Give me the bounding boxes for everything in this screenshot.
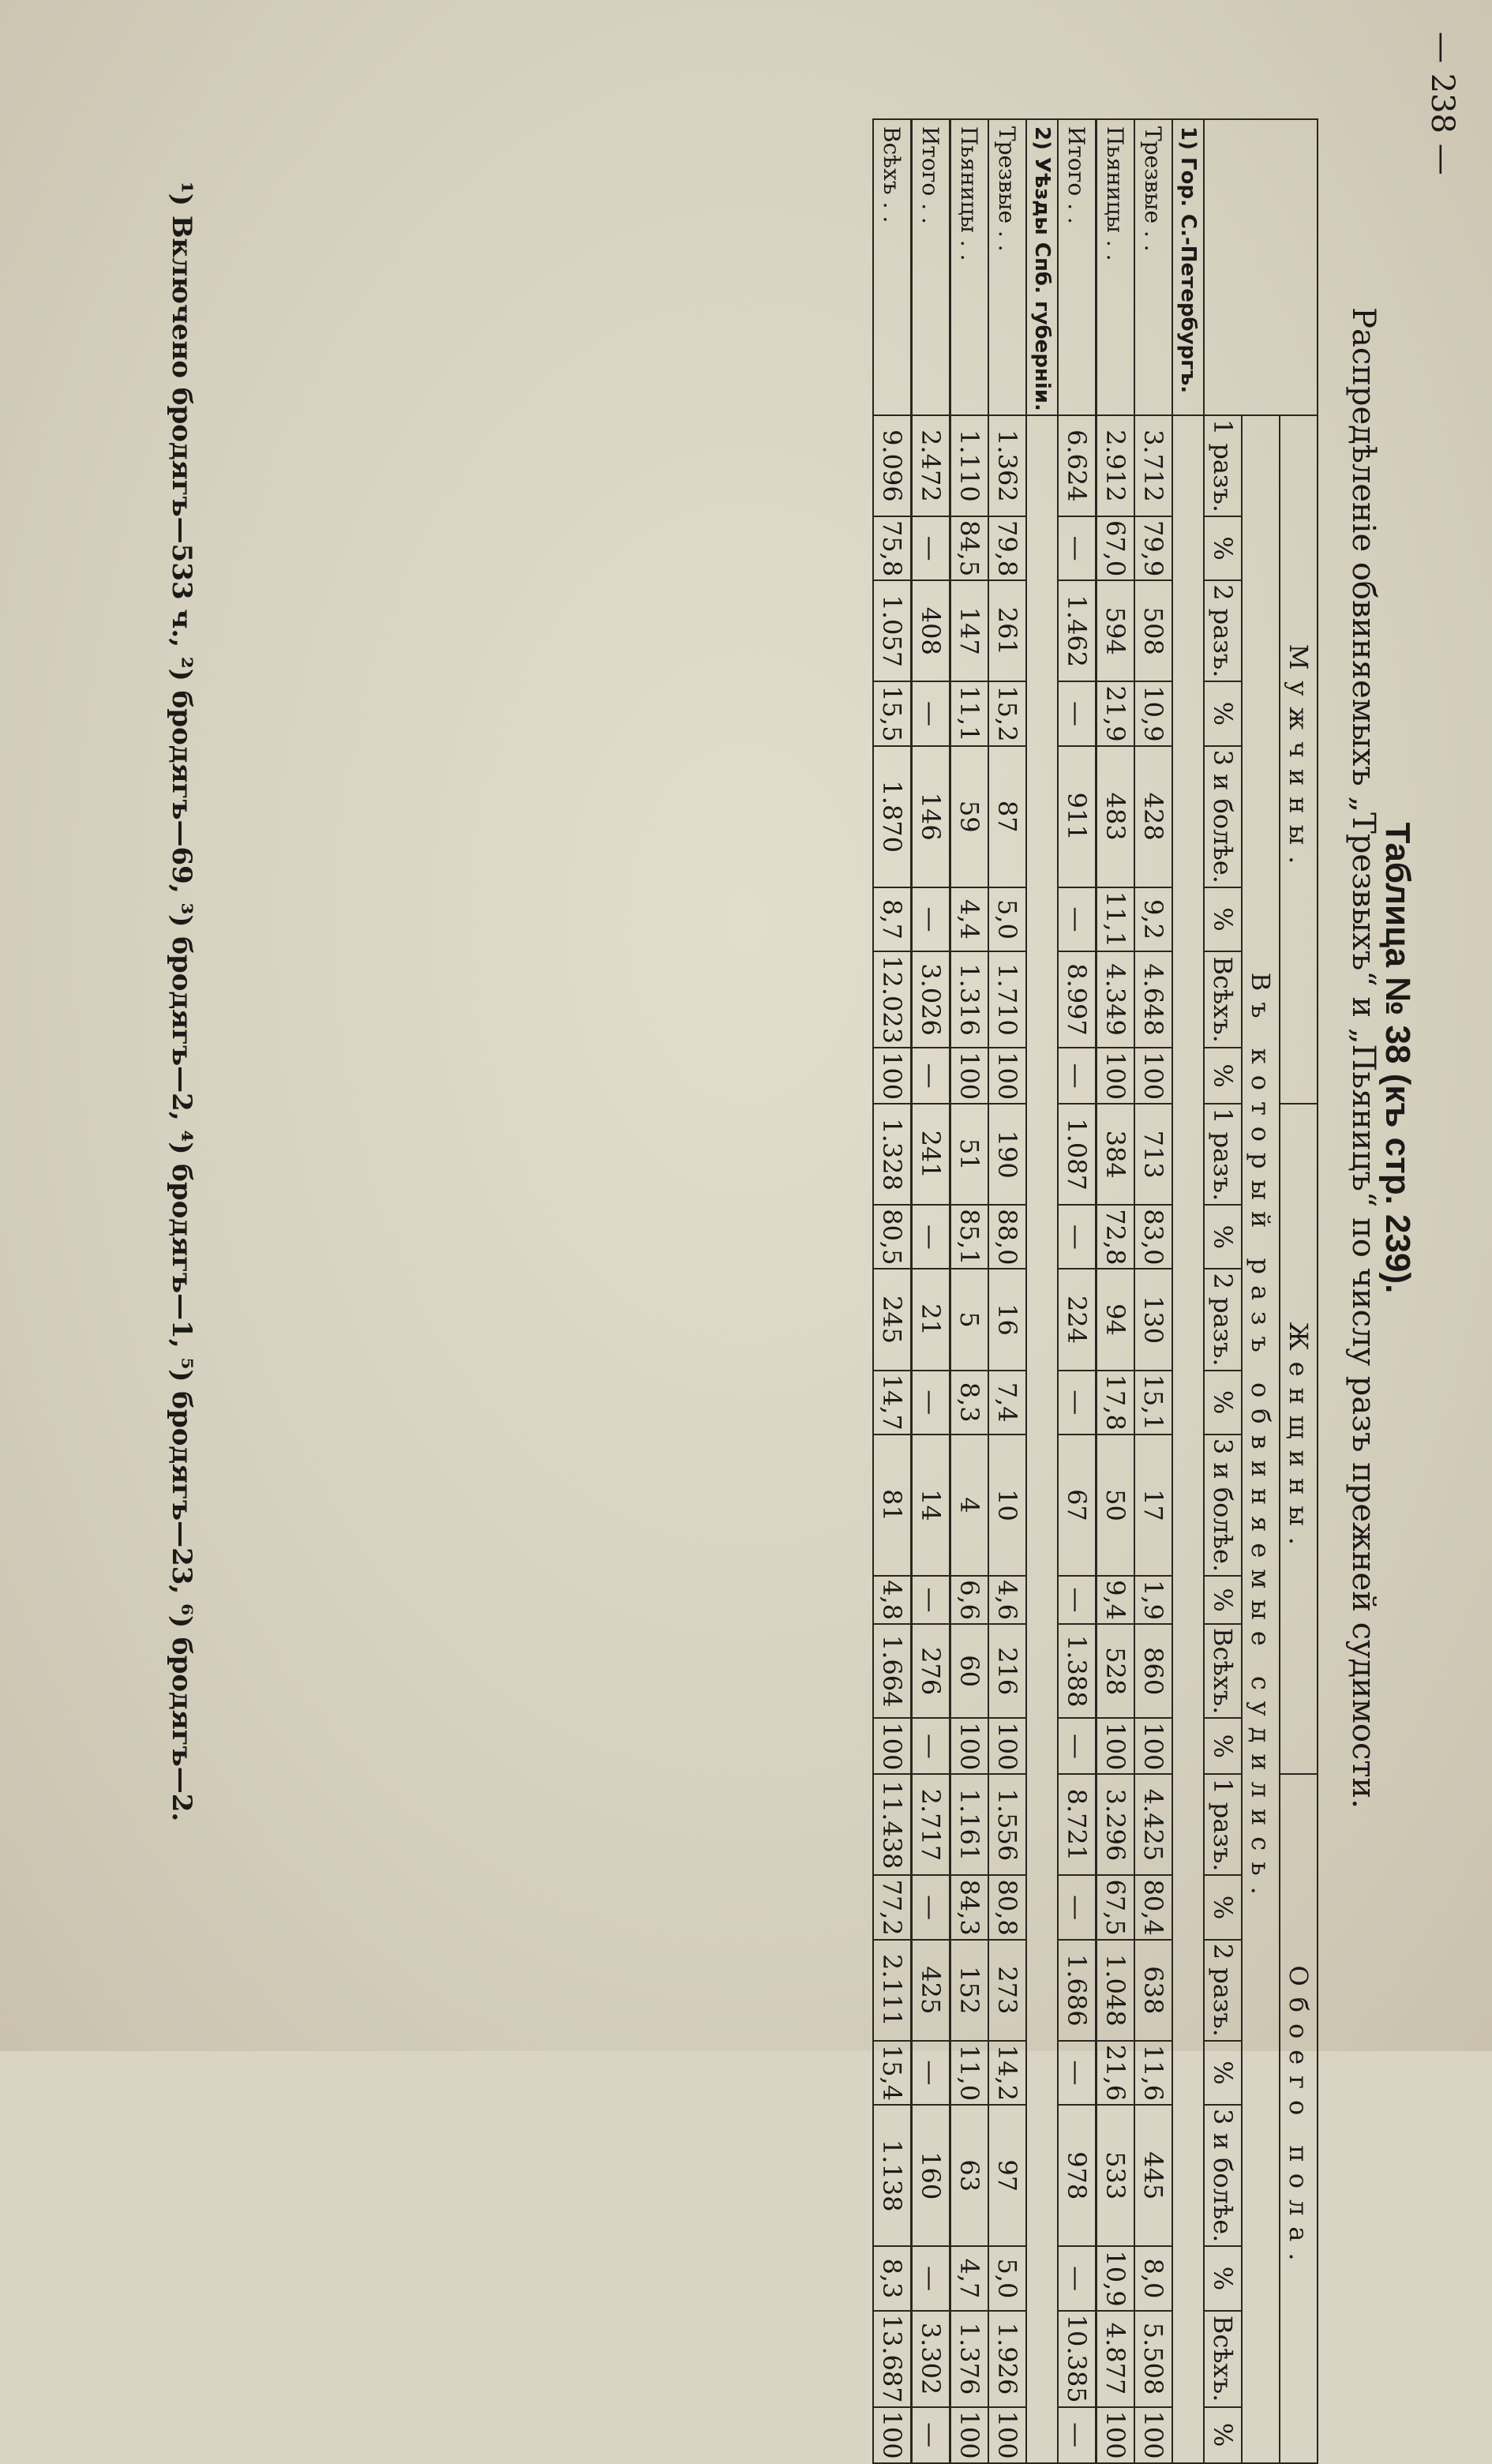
table-cell: 638	[1134, 1940, 1172, 2041]
table-cell: —	[1058, 2041, 1097, 2105]
table-cell: 5,0	[988, 887, 1026, 951]
table-cell: 88,0	[988, 1205, 1026, 1269]
table-cell: —	[1058, 1048, 1097, 1104]
column-header: %	[1204, 887, 1242, 951]
table-cell: 276	[912, 1624, 950, 1718]
table-cell: 97	[988, 2105, 1026, 2246]
table-cell: 1.057	[873, 580, 912, 681]
table-cell: 3.712	[1134, 415, 1172, 516]
table-cell: 12.023	[873, 951, 912, 1048]
table-cell: 100	[988, 1048, 1026, 1104]
table-cell: 2.111	[873, 1940, 912, 2041]
column-header: %	[1204, 1875, 1242, 1939]
table-cell: 87	[988, 746, 1026, 887]
column-header-row	[1204, 119, 1242, 2463]
footnote: ¹) Включено бродягъ—533 ч., ²) бродягъ—69, ³) бродягъ—2, ⁴) бродягъ—1, ⁵) бродягъ—23, ⁶) бродягъ—2.	[166, 182, 197, 1822]
table-cell: 84,5	[950, 516, 989, 580]
table-cell: 15,4	[873, 2041, 912, 2105]
row-label: Пьяницы . .	[1097, 119, 1135, 415]
column-header: 3 и болѣе.	[1204, 1435, 1242, 1576]
table-cell: 1.556	[988, 1774, 1026, 1875]
table-cell: —	[1058, 1205, 1097, 1269]
table-cell: 80,4	[1134, 1875, 1172, 1939]
table-cell: 224	[1058, 1269, 1097, 1370]
table-cell: —	[1058, 2407, 1097, 2463]
table-cell: 1.388	[1058, 1624, 1097, 1718]
table-cell: 6,6	[950, 1576, 989, 1624]
table-cell: —	[1058, 1576, 1097, 1624]
table-cell: 14,2	[988, 2041, 1026, 2105]
table-cell: 4,8	[873, 1576, 912, 1624]
section-row	[1026, 119, 1058, 2463]
table-cell: 160	[912, 2105, 950, 2246]
table-cell: 1.664	[873, 1624, 912, 1718]
table-cell: 10.385	[1058, 2311, 1097, 2407]
table-cell: —	[912, 1576, 950, 1624]
column-header: 1 разъ.	[1204, 1104, 1242, 1205]
table-cell: 100	[950, 2407, 989, 2463]
table-cell: 100	[1097, 1718, 1135, 1774]
table-cell: 83,0	[1134, 1205, 1172, 1269]
table-cell: —	[912, 1048, 950, 1104]
table-cell: 190	[988, 1104, 1026, 1205]
table-cell: 1.110	[950, 415, 989, 516]
table-cell: 14,7	[873, 1371, 912, 1435]
table-cell: 10,9	[1097, 2246, 1135, 2310]
header-male: Мужчины.	[1280, 415, 1318, 1104]
table-cell: 11.438	[873, 1774, 912, 1875]
table-cell: 4,4	[950, 887, 989, 951]
table-cell: 5.508	[1134, 2311, 1172, 2407]
column-header: 2 разъ.	[1204, 1269, 1242, 1370]
table-cell: 80,5	[873, 1205, 912, 1269]
table-cell: 100	[950, 1718, 989, 1774]
table-cell: 17	[1134, 1435, 1172, 1576]
data-table	[872, 118, 1318, 2464]
row-label: 2) Уѣзды Спб. губерніи.	[1026, 119, 1058, 415]
table-cell: —	[912, 2246, 950, 2310]
column-header: 2 разъ.	[1204, 580, 1242, 681]
table-cell: 75,8	[873, 516, 912, 580]
table-cell: 9,4	[1097, 1576, 1135, 1624]
row-label: Итого . .	[1058, 119, 1097, 415]
table-cell: 1.926	[988, 2311, 1026, 2407]
table-cell: 1.462	[1058, 580, 1097, 681]
table-cell: 5	[950, 1269, 989, 1370]
row-label: Трезвые . .	[1134, 119, 1172, 415]
table-cell: 4.349	[1097, 951, 1135, 1048]
table-cell: 9,2	[1134, 887, 1172, 951]
table-cell: 59	[950, 746, 989, 887]
table-cell: 100	[873, 2407, 912, 2463]
table-cell: 11,1	[1097, 887, 1135, 951]
table-cell: —	[912, 1718, 950, 1774]
column-header: 3 и болѣе.	[1204, 2105, 1242, 2246]
table-row	[1134, 119, 1172, 2463]
column-header: %	[1204, 1048, 1242, 1104]
table-cell: —	[912, 1875, 950, 1939]
table-cell: 1.161	[950, 1774, 989, 1875]
table-cell: 79,9	[1134, 516, 1172, 580]
table-cell: 21	[912, 1269, 950, 1370]
table-cell: 1.138	[873, 2105, 912, 2246]
table-cell: 100	[1097, 2407, 1135, 2463]
table-cell: 4.425	[1134, 1774, 1172, 1875]
table-row	[988, 119, 1026, 2463]
column-header: %	[1204, 1371, 1242, 1435]
table-cell: 911	[1058, 746, 1097, 887]
table-cell: 130	[1134, 1269, 1172, 1370]
row-label: Трезвые . .	[988, 119, 1026, 415]
table-cell: 63	[950, 2105, 989, 2246]
table-cell: 8,7	[873, 887, 912, 951]
table-cell: 13.687	[873, 2311, 912, 2407]
table-cell: 152	[950, 1940, 989, 2041]
row-label: Итого . .	[912, 119, 950, 415]
table-cell: 147	[950, 580, 989, 681]
table-cell: —	[912, 516, 950, 580]
table-cell: 81	[873, 1435, 912, 1576]
table-cell: 1.328	[873, 1104, 912, 1205]
table-cell: 3.296	[1097, 1774, 1135, 1875]
table-cell: 445	[1134, 2105, 1172, 2246]
table-cell: 85,1	[950, 1205, 989, 1269]
table-cell: 425	[912, 1940, 950, 2041]
table-cell: 67,0	[1097, 516, 1135, 580]
section-spacer	[1026, 415, 1058, 2463]
table-cell: 594	[1097, 580, 1135, 681]
table-cell: 100	[988, 1718, 1026, 1774]
total-row	[1058, 119, 1097, 2463]
table-cell: 146	[912, 746, 950, 887]
table-cell: 14	[912, 1435, 950, 1576]
table-cell: 3.026	[912, 951, 950, 1048]
table-cell: —	[912, 2407, 950, 2463]
table-subtitle: Распредѣленіе обвиняемыхъ „Трезвыхъ“ и „Пьяницъ“ по числу разъ прежней судимости.	[1345, 307, 1381, 1809]
table-cell: 21,9	[1097, 681, 1135, 745]
table-cell: 100	[1134, 1718, 1172, 1774]
column-header: 2 разъ.	[1204, 1940, 1242, 2041]
column-header: %	[1204, 2041, 1242, 2105]
table-cell: 216	[988, 1624, 1026, 1718]
table-cell: —	[1058, 887, 1097, 951]
column-header: 3 и болѣе.	[1204, 746, 1242, 887]
table-cell: 79,8	[988, 516, 1026, 580]
total-row	[873, 119, 912, 2463]
row-label: Всѣхъ . .	[873, 119, 912, 415]
row-label: 1) Гор. С.-Петербургъ.	[1172, 119, 1204, 415]
table-cell: 51	[950, 1104, 989, 1205]
table-cell: —	[1058, 1875, 1097, 1939]
table-cell: —	[912, 681, 950, 745]
column-header: Всѣхъ.	[1204, 951, 1242, 1048]
table-cell: 978	[1058, 2105, 1097, 2246]
table-cell: 8,3	[873, 2246, 912, 2310]
table-cell: 50	[1097, 1435, 1135, 1576]
table-cell: 2.912	[1097, 415, 1135, 516]
table-cell: 7,4	[988, 1371, 1026, 1435]
table-cell: 5,0	[988, 2246, 1026, 2310]
table-cell: —	[912, 1371, 950, 1435]
table-cell: 8,3	[950, 1371, 989, 1435]
table-cell: 17,8	[1097, 1371, 1135, 1435]
column-header: 1 разъ.	[1204, 415, 1242, 516]
table-cell: 84,3	[950, 1875, 989, 1939]
section-row	[1172, 119, 1204, 2463]
table-cell: 428	[1134, 746, 1172, 887]
table-cell: 94	[1097, 1269, 1135, 1370]
table-cell: 100	[1134, 2407, 1172, 2463]
table-cell: 9.096	[873, 415, 912, 516]
header-both: Обоего пола.	[1280, 1774, 1318, 2462]
column-header: %	[1204, 1576, 1242, 1624]
table-cell: —	[1058, 1371, 1097, 1435]
table-body	[873, 119, 1204, 2463]
table-cell: 6.624	[1058, 415, 1097, 516]
table-cell: 4	[950, 1435, 989, 1576]
table-cell: —	[1058, 2246, 1097, 2310]
table-cell: 4,7	[950, 2246, 989, 2310]
header-subgroup: Въ который разъ обвиняемые судились.	[1242, 415, 1280, 2463]
table-cell: 245	[873, 1269, 912, 1370]
table-cell: 4.648	[1134, 951, 1172, 1048]
table-cell: 2.717	[912, 1774, 950, 1875]
table-cell: 508	[1134, 580, 1172, 681]
table-cell: 80,8	[988, 1875, 1026, 1939]
table-cell: 860	[1134, 1624, 1172, 1718]
table-cell: 11,6	[1134, 2041, 1172, 2105]
table-cell: 408	[912, 580, 950, 681]
column-header: 1 разъ.	[1204, 1774, 1242, 1875]
table-cell: —	[912, 1205, 950, 1269]
row-label: Пьяницы . .	[950, 119, 989, 415]
table-title: Таблица № 38 (къ стр. 239).	[1378, 822, 1417, 1294]
table-cell: 15,5	[873, 681, 912, 745]
table-cell: 10,9	[1134, 681, 1172, 745]
table-cell: 4.877	[1097, 2311, 1135, 2407]
table-cell: 1.087	[1058, 1104, 1097, 1205]
table-cell: 1.362	[988, 415, 1026, 516]
table-cell: 100	[873, 1048, 912, 1104]
table-cell: 67,5	[1097, 1875, 1135, 1939]
table-cell: 100	[988, 2407, 1026, 2463]
column-header: %	[1204, 2407, 1242, 2463]
table-cell: —	[1058, 1718, 1097, 1774]
table-cell: 528	[1097, 1624, 1135, 1718]
table-cell: 713	[1134, 1104, 1172, 1205]
table-cell: 1.376	[950, 2311, 989, 2407]
table-cell: 1,9	[1134, 1576, 1172, 1624]
table-cell: 4,6	[988, 1576, 1026, 1624]
table-cell: 67	[1058, 1435, 1097, 1576]
table-cell: 8.721	[1058, 1774, 1097, 1875]
table-cell: 384	[1097, 1104, 1135, 1205]
table-cell: —	[1058, 681, 1097, 745]
corner-cell	[1204, 119, 1318, 415]
table-cell: —	[912, 887, 950, 951]
table-cell: 21,6	[1097, 2041, 1135, 2105]
table-cell: 100	[1134, 1048, 1172, 1104]
column-header: %	[1204, 1718, 1242, 1774]
table-cell: 1.686	[1058, 1940, 1097, 2041]
table-cell: 77,2	[873, 1875, 912, 1939]
table-row	[1097, 119, 1135, 2463]
table-cell: —	[1058, 516, 1097, 580]
table-cell: 1.710	[988, 951, 1026, 1048]
table-cell: 72,8	[1097, 1205, 1135, 1269]
column-header: %	[1204, 681, 1242, 745]
table-cell: 1.870	[873, 746, 912, 887]
column-header: %	[1204, 1205, 1242, 1269]
column-header: %	[1204, 516, 1242, 580]
total-row	[912, 119, 950, 2463]
table-cell: 261	[988, 580, 1026, 681]
table-cell: 100	[950, 1048, 989, 1104]
table-cell: 8.997	[1058, 951, 1097, 1048]
table-cell: 100	[873, 1718, 912, 1774]
table-cell: 533	[1097, 2105, 1135, 2246]
table-cell: —	[912, 2041, 950, 2105]
table-cell: 15,2	[988, 681, 1026, 745]
table-cell: 11,1	[950, 681, 989, 745]
table-cell: 1.316	[950, 951, 989, 1048]
column-header: Всѣхъ.	[1204, 2311, 1242, 2407]
table-cell: 10	[988, 1435, 1026, 1576]
table-cell: 2.472	[912, 415, 950, 516]
table-cell: 273	[988, 1940, 1026, 2041]
table-cell: 8,0	[1134, 2246, 1172, 2310]
table-cell: 16	[988, 1269, 1026, 1370]
table-cell: 241	[912, 1104, 950, 1205]
section-spacer	[1172, 415, 1204, 2463]
column-header: Всѣхъ.	[1204, 1624, 1242, 1718]
table-cell: 3.302	[912, 2311, 950, 2407]
table-cell: 60	[950, 1624, 989, 1718]
header-female: Женщины.	[1280, 1104, 1318, 1774]
table-row	[950, 119, 989, 2463]
column-header: %	[1204, 2246, 1242, 2310]
table-cell: 11,0	[950, 2041, 989, 2105]
table-cell: 483	[1097, 746, 1135, 887]
table-cell: 100	[1097, 1048, 1135, 1104]
page-number: — 238 —	[1424, 32, 1460, 175]
table-cell: 15,1	[1134, 1371, 1172, 1435]
table-cell: 1.048	[1097, 1940, 1135, 2041]
